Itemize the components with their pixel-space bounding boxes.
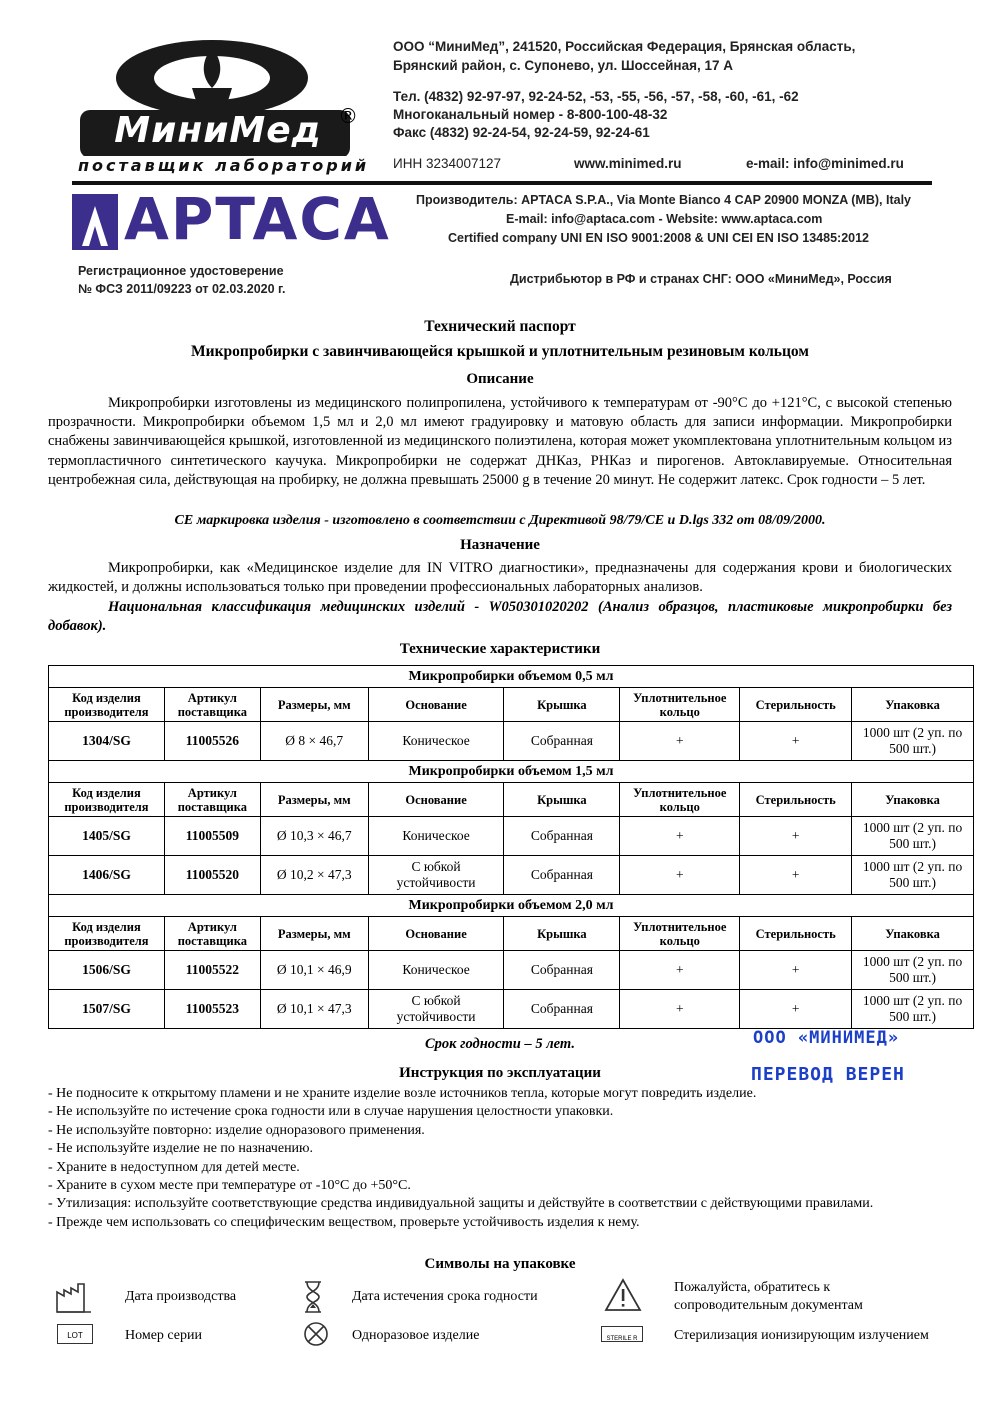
table-row <box>49 990 974 1029</box>
classification-text: Национальная классификация медицинских изделий - W050301020202 (Анализ образцов, пластиковые микропробирки без добавок). <box>48 599 952 635</box>
table-cell: 11005522 <box>164 951 260 990</box>
table-header-cell: Основание <box>368 783 504 817</box>
company-address: ООО “МиниМед”, 241520, Российская Федерация, Брянская область, <box>393 39 856 54</box>
table-row <box>49 951 974 990</box>
table-row <box>49 817 974 856</box>
sterile-r-icon <box>601 1326 643 1342</box>
table-cell: 11005526 <box>164 722 260 761</box>
registration-line1: Регистрационное удостоверение <box>78 264 284 278</box>
table-row <box>49 856 974 895</box>
table-header-cell: Размеры, мм <box>260 917 368 951</box>
table-header-cell: Крышка <box>504 917 620 951</box>
single-use-label: Одноразовое изделие <box>352 1328 480 1343</box>
table-cell: Собранная <box>504 817 620 856</box>
instruction-item: - Утилизация: используйте соответствующие средства индивидуальной защиты и действуйте в соответствии с действующими правилами. <box>48 1196 874 1212</box>
table-header-cell: Размеры, мм <box>260 783 368 817</box>
table-cell: С юбкой устойчивости <box>368 856 504 895</box>
table-cell: Собранная <box>504 856 620 895</box>
table-cell: Ø 8 × 46,7 <box>260 722 368 761</box>
table-cell: Собранная <box>504 722 620 761</box>
sterilization-label: Стерилизация ионизирующим излучением <box>674 1328 929 1343</box>
sterile-icon-text: STERILE R <box>606 1336 638 1342</box>
lot-number-label: Номер серии <box>125 1328 202 1343</box>
description-heading: Описание <box>466 371 534 387</box>
single-use-icon <box>302 1320 330 1353</box>
table-group-title: Микропробирки объемом 1,5 мл <box>49 761 974 783</box>
consult-docs-label: Пожалуйста, обратитесь к сопроводительным документам <box>674 1280 863 1313</box>
instruction-item: - Храните в сухом месте при температуре от -10°C до +50°C. <box>48 1178 411 1194</box>
table-group-row <box>49 666 974 688</box>
instruction-item: - Не подносите к открытому пламени и не храните изделие возле источников тепла, которые могут повредить изделие. <box>48 1086 757 1101</box>
table-cell: Коническое <box>368 951 504 990</box>
registered-mark: ® <box>338 104 358 128</box>
manufacturer-info: Производитель: APTACA S.P.A., Via Monte Bianco 4 CAP 20900 MONZA (MB), Italy <box>416 193 911 207</box>
company-inn: ИНН 3234007127 <box>393 156 502 171</box>
manufacture-date-label: Дата производства <box>125 1289 237 1304</box>
table-cell: + <box>740 817 852 856</box>
table-header-cell: Стерильность <box>740 688 852 722</box>
table-cell: С юбкой устойчивости <box>368 990 504 1029</box>
table-header-cell: Уплотнительное кольцо <box>620 783 740 817</box>
certification: Certified company UNI EN ISO 9001:2008 & UNI CEI EN ISO 13485:2012 <box>448 231 870 245</box>
table-cell: 11005509 <box>164 817 260 856</box>
brand-logo-text: МиниМед <box>114 110 322 151</box>
instruction-item: - Храните в недоступном для детей месте. <box>48 1159 300 1175</box>
expiry-date-label: Дата истечения срока годности <box>352 1289 538 1304</box>
table-cell: Ø 10,1 × 47,3 <box>260 990 368 1029</box>
brand-tagline: поставщик лабораторий <box>78 156 370 175</box>
lot-icon <box>57 1324 93 1344</box>
table-cell: + <box>740 856 852 895</box>
table-header-row <box>49 917 974 951</box>
table-group-title: Микропробирки объемом 2,0 мл <box>49 895 974 917</box>
table-header-cell: Уплотнительное кольцо <box>620 688 740 722</box>
company-address-line2: Брянский район, с. Супонево, ул. Шоссейная, 17 А <box>393 58 733 73</box>
table-header-cell: Крышка <box>504 783 620 817</box>
table-cell: Ø 10,2 × 47,3 <box>260 856 368 895</box>
instruction-item: - Не используйте повторно: изделие одноразового применения. <box>48 1122 425 1138</box>
table-header-row <box>49 783 974 817</box>
instruction-item: - Прежде чем использовать со специфическим веществом, проверьте устойчивость изделия к нему. <box>48 1214 640 1230</box>
table-header-cell: Артикул поставщика <box>164 688 260 722</box>
table-cell: 1000 шт (2 уп. по 500 шт.) <box>852 951 974 990</box>
table-header-cell: Упаковка <box>852 917 974 951</box>
company-phone: Тел. (4832) 92-97-97, 92-24-52, -53, -55, -56, -57, -58, -60, -61, -62 <box>393 89 799 104</box>
table-cell: 11005520 <box>164 856 260 895</box>
table-header-row <box>49 688 974 722</box>
table-header-cell: Упаковка <box>852 783 974 817</box>
table-header-cell: Артикул поставщика <box>164 783 260 817</box>
aptaca-logo-text: APTACA <box>124 185 391 253</box>
table-header-cell: Уплотнительное кольцо <box>620 917 740 951</box>
table-header-cell: Упаковка <box>852 688 974 722</box>
lot-icon-text: LOT <box>67 1331 83 1340</box>
table-cell: 1506/SG <box>49 951 165 990</box>
table-cell: + <box>620 951 740 990</box>
translation-stamp-line2: ПЕРЕВОД ВЕРЕН <box>751 1064 905 1085</box>
table-cell: 1507/SG <box>49 990 165 1029</box>
table-header-cell: Основание <box>368 688 504 722</box>
table-cell: 1000 шт (2 уп. по 500 шт.) <box>852 856 974 895</box>
table-header-cell: Код изделия производителя <box>49 783 165 817</box>
table-cell: Коническое <box>368 817 504 856</box>
table-cell: + <box>620 990 740 1029</box>
table-cell: + <box>620 722 740 761</box>
table-cell: 1000 шт (2 уп. по 500 шт.) <box>852 722 974 761</box>
specs-heading: Технические характеристики <box>399 641 601 657</box>
table-cell: 1405/SG <box>49 817 165 856</box>
table-header-cell: Стерильность <box>740 917 852 951</box>
instructions-heading: Инструкция по эксплуатации <box>399 1065 601 1081</box>
table-cell: + <box>740 722 852 761</box>
specs-table <box>48 665 974 1029</box>
table-cell: Коническое <box>368 722 504 761</box>
table-header-cell: Основание <box>368 917 504 951</box>
table-group-title: Микропробирки объемом 0,5 мл <box>49 666 974 688</box>
company-fax: Факс (4832) 92-24-54, 92-24-59, 92-24-61 <box>393 125 650 140</box>
table-header-cell: Крышка <box>504 688 620 722</box>
instruction-item: - Не используйте по истечение срока годности или в случае нарушения целостности упаковки. <box>48 1104 614 1120</box>
table-header-cell: Стерильность <box>740 783 852 817</box>
table-cell: Собранная <box>504 951 620 990</box>
table-cell: 1000 шт (2 уп. по 500 шт.) <box>852 990 974 1029</box>
table-cell: 1000 шт (2 уп. по 500 шт.) <box>852 817 974 856</box>
specs-table-container <box>48 665 974 1029</box>
ce-marking: CE маркировка изделия - изготовлено в соответствии с Директивой 98/79/CE и D.lgs 332 от 08/09/2000. <box>174 513 826 528</box>
manufacturer-contacts: E-mail: info@aptaca.com - Website: www.aptaca.com <box>506 212 823 226</box>
table-cell: Собранная <box>504 990 620 1029</box>
table-row <box>49 722 974 761</box>
instructions-list <box>48 1085 952 1232</box>
table-header-cell: Артикул поставщика <box>164 917 260 951</box>
table-cell: Ø 10,3 × 46,7 <box>260 817 368 856</box>
table-header-cell: Код изделия производителя <box>49 688 165 722</box>
company-website: www.minimed.ru <box>574 156 682 171</box>
table-cell: 1406/SG <box>49 856 165 895</box>
table-cell: + <box>620 817 740 856</box>
company-email: e-mail: info@minimed.ru <box>746 156 904 171</box>
description-text: Микропробирки изготовлены из медицинского полипропилена, устойчивого к температурам от -90°C до +121°C, с высокой степенью прозрачности. Микропробирки объемом 1,5 мл и 2,0 мл имеют градуировку и матовую область для записи информации. Микропробирки снабжены завинчивающейся крышкой, изготовленной из медицинского полиэтилена, которая может укомплектована уплотнительным кольцом из термопластичного синтетического каучука. Микропробирки не содержат ДНКаз, РНКаз и пирогенов. Автоклавируемые. Относительная центробежная сила, действующая на пробирку, не должна превышать 25000 g в течение 20 минут. Не содержит латекс. Срок годности – 5 лет. <box>48 395 952 488</box>
company-multichannel: Многоканальный номер - 8-800-100-48-32 <box>393 107 668 122</box>
symbols-heading: Символы на упаковке <box>424 1256 576 1272</box>
table-cell: 1304/SG <box>49 722 165 761</box>
translation-stamp-line1: ООО «МИНИМЕД» <box>753 1028 900 1048</box>
expiry-hourglass-icon <box>302 1280 324 1319</box>
warning-triangle-icon <box>604 1278 642 1317</box>
instruction-item: - Не используйте изделие не по назначению. <box>48 1141 314 1157</box>
table-cell: + <box>620 856 740 895</box>
purpose-text: Микропробирки, как «Медицинское изделие для IN VITRO диагностики», предназначены для содержания крови и биологических жидкостей, и должны использоваться только при проведении профессиональных лабораторных анализов. <box>48 560 952 596</box>
manufacture-date-icon <box>54 1280 94 1319</box>
shelf-life: Срок годности – 5 лет. <box>425 1036 575 1052</box>
table-cell: Ø 10,1 × 46,9 <box>260 951 368 990</box>
table-group-row <box>49 895 974 917</box>
registration-line2: № ФСЗ 2011/09223 от 02.03.2020 г. <box>78 282 286 296</box>
table-cell: 11005523 <box>164 990 260 1029</box>
distributor-info: Дистрибьютор в РФ и странах СНГ: ООО «МиниМед», Россия <box>510 272 892 286</box>
table-header-cell: Размеры, мм <box>260 688 368 722</box>
purpose-heading: Назначение <box>460 537 540 553</box>
table-cell: + <box>740 990 852 1029</box>
table-cell: + <box>740 951 852 990</box>
document-subtitle: Микропробирки с завинчивающейся крышкой и уплотнительным резиновым кольцом <box>191 343 809 360</box>
table-header-cell: Код изделия производителя <box>49 917 165 951</box>
document-title: Технический паспорт <box>424 318 576 335</box>
aptaca-side-text: APTACA <box>60 182 69 214</box>
table-group-row <box>49 761 974 783</box>
